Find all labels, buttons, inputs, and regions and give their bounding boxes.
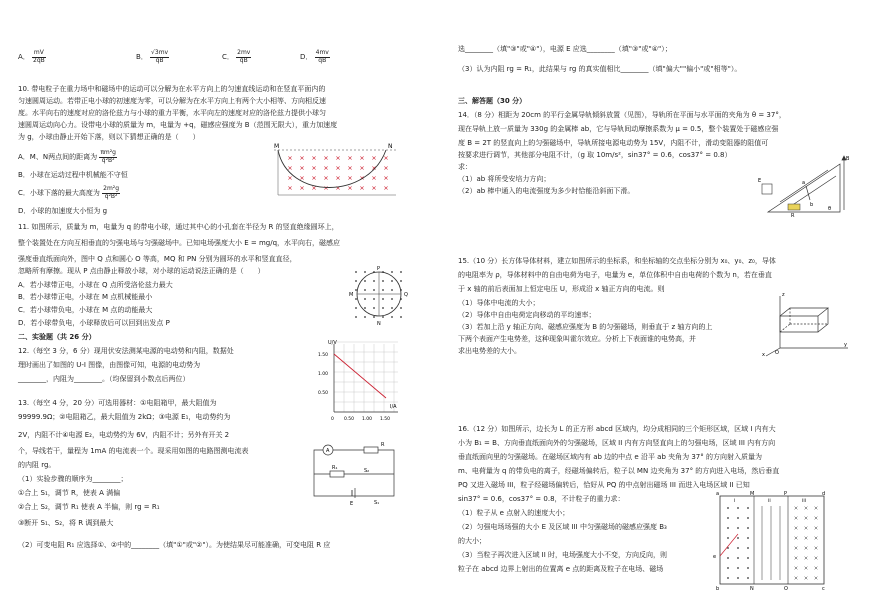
q12-line-1: 12.（每空 3 分，6 分）现用伏安法测某电源的电动势和内阻，数据处: [18, 347, 234, 355]
q13-line-1: 13.（每空 4 分，20 分）可选用器材：①电阻箱甲，最大阻值为: [18, 399, 217, 407]
q11-label-n: N: [377, 321, 381, 326]
q13-continuation-2: （3）认为内阻 rg = R₁，此结果与 rg 的真实值相比________（填"偏大""偏小"或"相等"）。: [458, 65, 742, 73]
q16-label-m: M: [750, 491, 755, 497]
q16-line-1: 16.（12 分）如图所示，边长为 L 的正方形 abcd 区域内，均分成相同的三个矩形区域，区域 I 内有大: [458, 425, 776, 433]
q10-option-a: A．M、N两点间的距离为 $\frac{\text{πm²g}}{\text{q²B²}}$: [18, 149, 116, 164]
circuit-label-r: R: [381, 442, 385, 448]
q14-line-4: 按要求进行调节，其他部分电阻不计，（g 取 10m/s²，sin37° = 0.6，cos37° = 0.8）: [458, 151, 732, 159]
q15-box-figure: [760, 288, 852, 358]
graph-ytick-2: 1.00: [318, 372, 329, 377]
q16-label-region-3: III: [802, 499, 806, 504]
q10-line-1: 10. 带电粒子在重力场中和磁场中的运动可以分解为在水平方向上的匀速直线运动和在竖直平面内的: [18, 85, 326, 93]
q11-option-d: D．若小球带负电，小球释放后可以回到出发点 P: [18, 319, 170, 327]
q13-part-2: （2）可变电阻 R₁ 应选择①、②中的________（填"①"或"②"）。为使结果尽可能准确，可变电阻 R 应: [18, 541, 331, 549]
q16-line-2: 小为 B₁ = B、方向垂直纸面向外的匀强磁场，区域 II 内有方向竖直向上的匀强电场，区域 III 内有方向: [458, 439, 776, 447]
q13-line-3: 2V，内阻不计④电源 E₂，电动势约为 6V，内阻不计；另外有开关 2: [18, 431, 230, 439]
q13-step-3: ③断开 S₁、S₂，将 R 调到最大: [18, 519, 114, 527]
graph-ytick-1: 1.50: [318, 353, 329, 358]
q14-label-b: b: [810, 202, 814, 208]
q10-option-d: D．小球的加速度大小恒为 g: [18, 207, 108, 215]
graph-xtick-1: 0: [331, 417, 334, 422]
q14-sub-1: （1）ab 将所受安培力方向；: [458, 175, 551, 183]
q13-step-1: ①合上 S₁，调节 R，使表 A 满偏: [18, 489, 121, 497]
q14-label-r: R: [791, 213, 795, 219]
q14-label-e: E: [758, 178, 762, 184]
q14-label-b-field: B: [846, 156, 850, 162]
q15-sub-3a: （3）若加上沿 y 轴正方向、磁感应强度为 B 的匀强磁场，则垂直于 z 轴方向的上: [458, 323, 713, 331]
q9-option-c: C． $\frac{2mv}{qB}$: [222, 49, 251, 64]
q10-line-5: 为 g，小球由静止开始下落，则以下猜想正确的是（ ）: [18, 133, 200, 141]
q12-ui-graph: [316, 338, 402, 426]
q14-sub-2: （2）ab 棒中通入的电流强度为多少时恰能沿斜面下滑。: [458, 187, 635, 195]
q10-line-2: 匀速圆周运动。若带正电小球的初速度为零，可以分解为在水平方向上有两个大小相等、方向相反速: [18, 97, 326, 105]
circuit-label-s2: S₂: [364, 468, 370, 474]
q11-option-c: C．若小球带负电，小球在 M 点的动能最大: [18, 306, 153, 314]
q16-line-5: PQ 又进入磁场 III，粒子经磁场偏转后，恰好从 PQ 的中点射出磁场 III 而进入电场区域 II 已知: [458, 481, 750, 489]
q16-label-c: c: [822, 586, 825, 590]
q16-sub-2b: 的大小；: [458, 537, 486, 545]
q15-sub-3b: 下两个表面产生电势差，这种现象叫霍尔效应。分析上下表面谁的电势高，并: [458, 335, 696, 343]
section-2-heading: 二、实验题（共 26 分）: [18, 333, 96, 341]
q16-sub-3b: 粒子在 abcd 边界上射出的位置离 e 点的距离及粒子在电场、磁场: [458, 565, 664, 573]
q14-line-5: 求：: [458, 163, 472, 171]
q11-option-b: B．若小球带正电，小球在 M 点机械能最小: [18, 293, 153, 301]
q13-line-5: 的内阻 rg。: [18, 461, 56, 469]
q13-step-order: （1）实验步骤的顺序为________；: [18, 475, 128, 483]
q15-label-y: y: [844, 342, 847, 348]
q9-option-d: D． $\frac{4mv}{qB}$: [300, 49, 329, 64]
q14-label-a: a: [802, 180, 806, 186]
q12-line-3: ________，内阻为________。（均保留到小数点后两位）: [18, 375, 190, 383]
circuit-label-r1: R₁: [332, 465, 338, 471]
q11-label-m: M: [349, 292, 354, 298]
q10-label-m: M: [274, 143, 280, 150]
section-3-heading: 三、解答题（30 分）: [458, 97, 527, 105]
q10-trajectory-figure: [268, 140, 400, 202]
q16-label-region-2: II: [768, 499, 771, 504]
q16-label-p: P: [784, 491, 788, 497]
q15-sub-1: （1）导体中电流的大小；: [458, 299, 540, 307]
graph-xtick-2: 0.50: [344, 417, 355, 422]
q9-option-a: A． $\frac{mV}{2qB}$: [18, 49, 45, 64]
circuit-label-a: A: [326, 448, 330, 454]
q16-label-d: d: [822, 491, 826, 497]
q16-label-q: Q: [784, 586, 788, 590]
q13-line-2: 99999.9Ω；②电阻箱乙，最大阻值为 2kΩ；③电源 E₁，电动势约为: [18, 413, 231, 421]
q11-ring-figure: [346, 262, 412, 326]
q14-line-1: 14．（8 分）相距为 20cm 的平行金属导轨倾斜放置（见图），导轨所在平面与水平面的夹角为 θ = 37°，: [458, 111, 786, 119]
q14-incline-figure: [758, 150, 854, 220]
left-column: [14, 0, 434, 602]
q16-label-a: a: [716, 491, 720, 497]
q16-line-3: 垂直纸面向里的匀强磁场。在磁场区域内有 ab 边的中点 e 沿平 ab 夹角为 37° 的方向射入质量为: [458, 453, 762, 461]
q15-label-x: x: [762, 352, 765, 358]
q13-step-2: ②合上 S₂，调节 R₁ 使表 A 半偏，则 rg = R₁: [18, 503, 160, 511]
q10-line-3: 度。水平向右的速度对应的洛伦兹力与小球的重力平衡，水平向左的速度对应的洛伦兹力提供小球匀: [18, 109, 326, 117]
q16-field-regions-figure: [712, 490, 830, 590]
q15-sub-3c: 求出电势差的大小。: [458, 347, 521, 355]
q11-line-3: 强度垂直纸面向外，图中 Q 点和圆心 O 等高，MQ 和 PN 分别为圆环的水平和竖直直径，: [18, 255, 297, 263]
q15-line-3: 于 x 轴的前后表面加上恒定电压 U，形成沿 x 轴正方向的电流。则: [458, 285, 665, 293]
graph-xtick-3: 1.00: [362, 417, 373, 422]
q16-label-region-1: I: [734, 499, 736, 504]
q10-option-c: C．小球下落的最大高度为 $\frac{\text{2m²g}}{\text{q²B²}}$: [18, 185, 120, 200]
q15-line-2: 的电阻率为 ρ，导体材料中的自由电荷为电子，电量为 e，单位体积中自由电荷的个数为 n，若在垂直: [458, 271, 772, 279]
q16-line-6: sin37° = 0.6，cos37° = 0.8，不计粒子的重力求：: [458, 495, 625, 503]
q11-label-q: Q: [404, 292, 408, 298]
q11-line-2: 整个装置处在方向互相垂直的匀强电场与匀强磁场中。已知电场强度大小 E = mg/q，水平向右，磁感应: [18, 239, 341, 247]
q14-label-theta: θ: [828, 206, 832, 212]
q9-option-b: B． $\frac{√3mv}{qB}$: [136, 49, 169, 64]
right-column: [458, 0, 858, 602]
q11-label-p: P: [377, 266, 381, 272]
q13-circuit-diagram: [304, 438, 404, 508]
q12-line-2: 理时画出了如图的 U-I 图像，由图像可知，电源的电动势为: [18, 361, 201, 369]
q16-sub-2a: （2）匀强电场场强的大小 E 及区域 III 中匀强磁场的磁感应强度 B₃: [458, 523, 667, 531]
circuit-label-e: E: [350, 501, 354, 507]
q10-option-b: B．小球在运动过程中机械能不守恒: [18, 171, 128, 179]
graph-ytick-3: 0.50: [318, 391, 329, 396]
q16-line-4: m、电荷量为 q 的带负电的离子，经磁场偏转后，粒子以 MN 边夹角为 37° 的方向进入电场，然后垂直: [458, 467, 780, 475]
q16-label-n: N: [750, 586, 754, 590]
q15-label-z: z: [782, 292, 785, 298]
circuit-label-s1: S₁: [374, 500, 380, 506]
q16-sub-3a: （3）当粒子再次进入区域 II 时，电场强度大小不变，方向反向，则: [458, 551, 668, 559]
graph-xtick-4: 1.50: [380, 417, 391, 422]
q14-line-3: 度 B = 2T 的竖直向上的匀强磁场中，导轨所接电源电动势为 15V，内阻不计，滑动变阻器的阻值可: [458, 139, 769, 147]
q11-option-a: A．若小球带正电，小球在 Q 点所受洛伦兹力最大: [18, 281, 173, 289]
q16-sub-1: （1）粒子从 e 点射入的速度大小；: [458, 509, 570, 517]
graph-ylabel: U/V: [328, 340, 337, 346]
q11-line-1: 11. 如图所示，质量为 m，电量为 q 的带电小球，通过其中心的小孔套在半径为 R 的竖直绝缘圆环上，: [18, 223, 339, 231]
q13-continuation-1: 选________（填"③"或"④"），电源 E 应选________（填"③"或"④"）；: [458, 45, 672, 53]
q16-label-e: e: [713, 554, 717, 560]
q13-line-4: 个，导线若干，量程为 1mA 的电流表一个。现采用如图的电路图测电流表: [18, 447, 249, 455]
q10-line-4: 速圆周运动向心力。设带电小球的质量为 m，电量为 +q，磁感应强度为 B（范围无限大），重力加速度: [18, 121, 338, 129]
q10-label-n: N: [388, 143, 393, 150]
q14-line-2: 现在导轨上放一质量为 330g 的金属棒 ab，它与导轨间动摩擦系数为 μ = 0.5，整个装置处于磁感应强: [458, 125, 779, 133]
q15-sub-2: （2）导体中自由电荷定向移动的平均速率；: [458, 311, 596, 319]
graph-xlabel: I/A: [390, 404, 397, 410]
q11-line-4: 忽略所有摩擦。现从 P 点由静止释放小球，对小球的运动说法正确的是（ ）: [18, 267, 265, 275]
q15-line-1: 15.（10 分）长方体导体材料，建立如图所示的坐标系，和坐标轴的交点坐标分别为 x₀、y₀、z₀，导体: [458, 257, 776, 265]
q16-label-b: b: [716, 586, 720, 590]
q15-label-o: O: [775, 350, 779, 356]
